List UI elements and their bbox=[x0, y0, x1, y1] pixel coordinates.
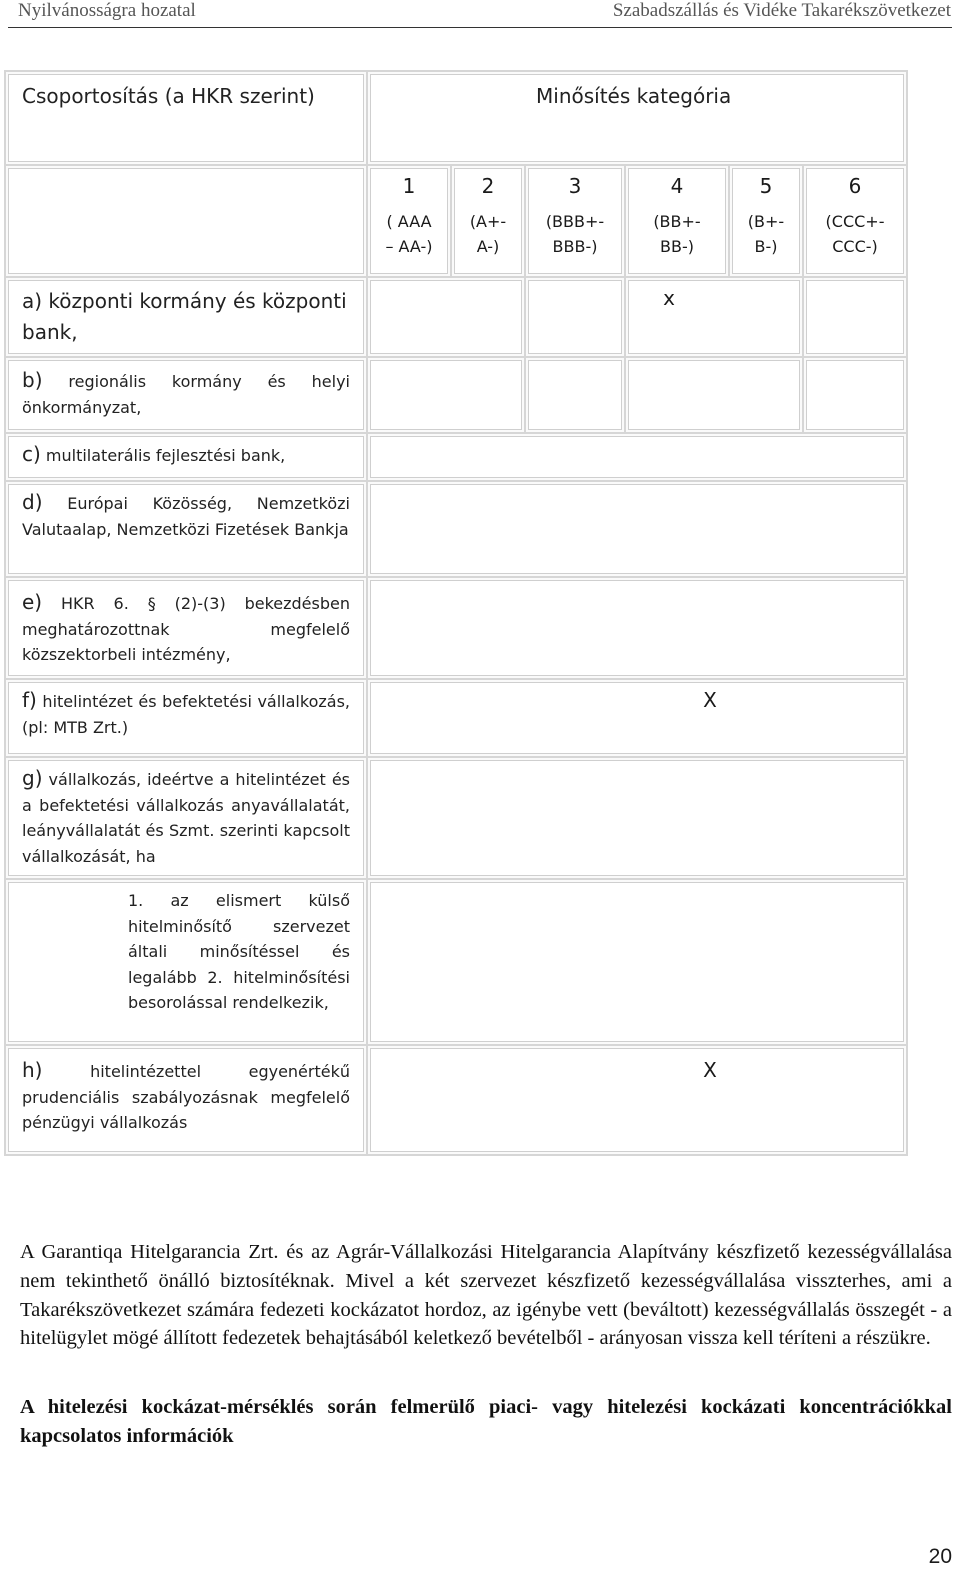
category-range-2a: (A+- bbox=[469, 212, 507, 231]
row-d-lead: d) bbox=[22, 490, 43, 514]
category-range-4b: BB-) bbox=[660, 237, 694, 256]
row-a-rating-cell-4 bbox=[804, 278, 906, 356]
row-c-lead: c) bbox=[22, 442, 41, 466]
row-h-lead: h) bbox=[22, 1058, 43, 1082]
category-range-1b: – AA-) bbox=[385, 237, 433, 256]
row-a-rating-cell-1 bbox=[368, 278, 524, 356]
row-b-rating-cell-3 bbox=[626, 358, 802, 432]
page-number: 20 bbox=[928, 1545, 952, 1568]
page-header bbox=[0, 0, 960, 22]
row-d-text: Európai Közösség, Nemzetközi Valutaalap, Nemzetközi Fizetések Bankja bbox=[22, 494, 350, 539]
category-cell-5 bbox=[730, 166, 802, 276]
row-label-c bbox=[6, 434, 366, 480]
category-num-1: 1 bbox=[402, 174, 416, 198]
category-range-6b: CCC-) bbox=[832, 237, 878, 256]
row-d-rating-cell bbox=[368, 482, 906, 576]
row-b-rating-cell-2 bbox=[526, 358, 624, 432]
category-range-5b: B-) bbox=[754, 237, 778, 256]
row-label-e bbox=[6, 578, 366, 678]
row-e-rating-cell bbox=[368, 578, 906, 678]
header-left-text: Nyilvánosságra hozatal bbox=[18, 0, 196, 21]
section-heading: A hitelezési kockázat-mérséklés során felmerülő piaci- vagy hitelezési kockázati koncentrációkkal kapcsolatos információk bbox=[20, 1396, 952, 1447]
row-h-text: hitelintézettel egyenértékű prudenciális szabályozásnak megfelelő pénzügyi vállalkozás bbox=[22, 1062, 350, 1132]
row-f-mark: X bbox=[703, 688, 717, 712]
category-range-3b: BBB-) bbox=[552, 237, 598, 256]
row-label-b bbox=[6, 358, 366, 432]
header-right-text: Szabadszállás és Vidéke Takarékszövetkezet bbox=[612, 0, 951, 21]
group-header: Csoportosítás (a HKR szerint) bbox=[22, 84, 315, 108]
row-a-text: központi kormány és központi bank, bbox=[22, 289, 347, 344]
row-h-mark: X bbox=[703, 1058, 717, 1082]
row-b-text: regionális kormány és helyi önkormányzat, bbox=[22, 372, 350, 417]
row-label-d bbox=[6, 482, 366, 576]
category-num-3: 3 bbox=[568, 174, 582, 198]
row-g1-rating-cell bbox=[368, 880, 906, 1044]
row-b-lead: b) bbox=[22, 368, 43, 392]
category-range-3a: (BBB+- bbox=[545, 212, 605, 231]
row-e-text: HKR 6. § (2)-(3) bekezdésben meghatározottnak megfelelő közszektorbeli intézmény, bbox=[22, 594, 351, 664]
row-label-h bbox=[6, 1046, 366, 1154]
category-cell-1 bbox=[368, 166, 450, 276]
row-f-text: hitelintézet és befektetési vállalkozás, (pl: MTB Zrt.) bbox=[22, 692, 350, 737]
category-cell-6 bbox=[804, 166, 906, 276]
row-label-g1 bbox=[6, 880, 366, 1044]
row-g-lead: g) bbox=[22, 766, 43, 790]
body-paragraph: A Garantiqa Hitelgarancia Zrt. és az Agrár-Vállalkozási Hitelgarancia Alapítvány készfizető kezességvállalása nem tekinthető önálló biztosítéknak. Mivel a két szervezet készfizető kezességvállalása visszterhes, ami a Takarékszövetkezet számára fedezeti kockázatot hordoz, az igénybe vett (beváltott) kezességvállalás összegét - a hitelügylet mögé állított fedezetek behajtásából keletkező bevételből - arányosan vissza kell téríteni a részükre. bbox=[20, 1241, 952, 1350]
category-range-1a: ( AAA bbox=[386, 212, 432, 231]
row-e-lead: e) bbox=[22, 590, 43, 614]
category-range-5a: (B+- bbox=[747, 212, 785, 231]
category-num-5: 5 bbox=[759, 174, 773, 198]
row-a-lead: a) bbox=[22, 289, 43, 313]
row-a-rating-cell-3 bbox=[626, 278, 802, 356]
category-cell-2 bbox=[452, 166, 524, 276]
category-range-6a: (CCC+- bbox=[825, 212, 885, 231]
row-label-g bbox=[6, 758, 366, 878]
row-h-rating-cell bbox=[368, 1046, 906, 1154]
row-g-rating-cell bbox=[368, 758, 906, 878]
row-c-rating-cell bbox=[368, 434, 906, 480]
row-f-rating-cell bbox=[368, 680, 906, 756]
category-blank-cell bbox=[6, 166, 366, 276]
row-label-f bbox=[6, 680, 366, 756]
category-range-4a: (BB+- bbox=[653, 212, 701, 231]
row-f-lead: f) bbox=[22, 688, 37, 712]
group-header-cell bbox=[6, 72, 366, 164]
rating-header: Minősítés kategória bbox=[536, 84, 732, 108]
category-num-6: 6 bbox=[848, 174, 862, 198]
category-cell-4 bbox=[626, 166, 728, 276]
row-b-rating-cell-4 bbox=[804, 358, 906, 432]
category-num-2: 2 bbox=[481, 174, 495, 198]
row-g-text: vállalkozás, ideértve a hitelintézet és a befektetési vállalkozás anyavállalatát, leányvállalatát és Szmt. szerinti kapcsolt vállalkozását, ha bbox=[22, 770, 351, 866]
category-range-2b: A-) bbox=[476, 237, 500, 256]
category-num-4: 4 bbox=[670, 174, 684, 198]
rating-table bbox=[4, 70, 908, 1156]
row-c-text: multilaterális fejlesztési bank, bbox=[45, 446, 286, 465]
category-cell-3 bbox=[526, 166, 624, 276]
rating-header-cell bbox=[368, 72, 906, 164]
row-a-rating-cell-2 bbox=[526, 278, 624, 356]
header-rule bbox=[8, 27, 952, 28]
row-a-mark: x bbox=[663, 286, 675, 310]
row-g1-text: 1. az elismert külső hitelminősítő szervezet általi minősítéssel és legalább 2. hitelminősítési besorolással rendelkezik, bbox=[128, 891, 350, 1012]
row-b-rating-cell-1 bbox=[368, 358, 524, 432]
row-label-a bbox=[6, 278, 366, 356]
